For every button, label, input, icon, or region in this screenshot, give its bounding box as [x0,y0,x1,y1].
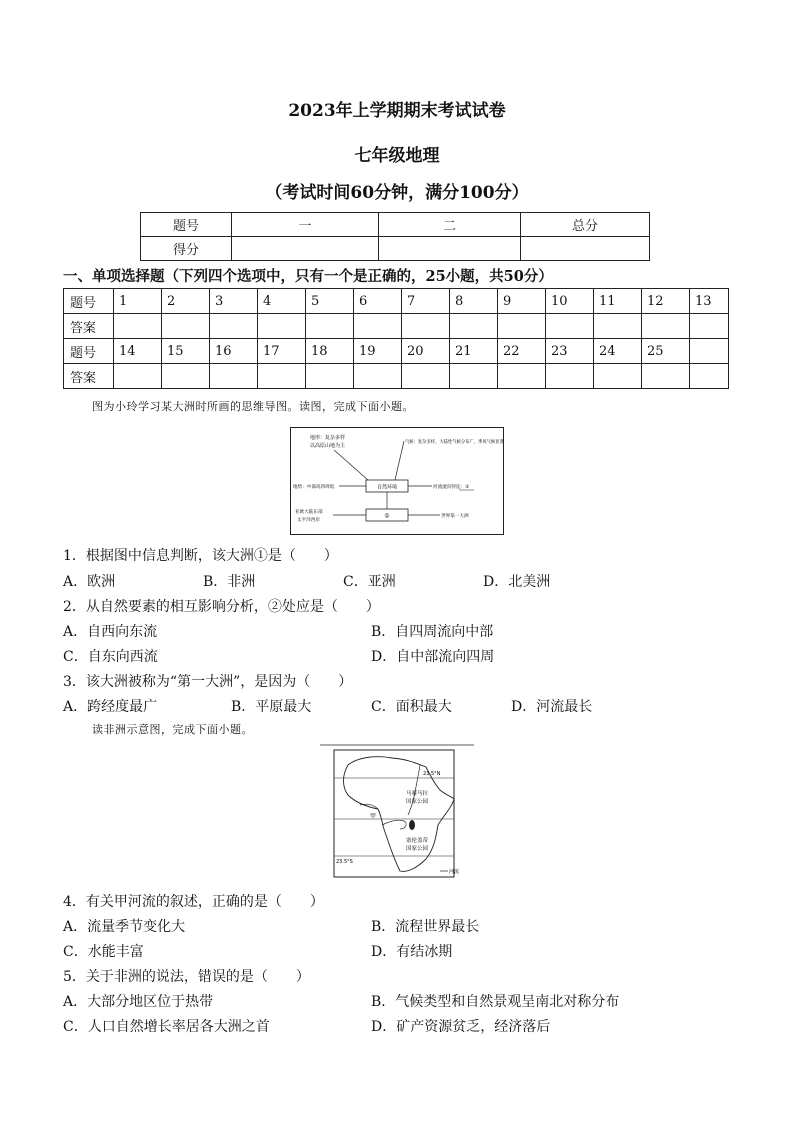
row-label: 答案 [64,364,114,389]
map-park-2-line-2: 国家公园 [406,846,429,852]
answer-cell[interactable] [642,314,690,339]
question-number: 17 [258,339,306,364]
question-number: 1 [114,289,162,314]
exam-title: 2023年上学期期末考试试卷 [288,101,506,121]
question-number: 5 [306,289,354,314]
lake-victoria [409,820,415,830]
answer-cell[interactable] [402,314,450,339]
mindmap-world: 世界第一大洲 [441,514,469,519]
question-2-stem: 2．从自然要素的相互影响分析，②处应是（ ） [63,599,380,615]
q5-option-c[interactable]: C．人口自然增长率居各大洲之首 [63,1019,270,1035]
q2-option-c[interactable]: C．自东向西流 [63,649,158,665]
question-5-stem: 5．关于非洲的说法，错误的是（ ） [63,969,310,985]
answer-cell[interactable] [594,364,642,389]
score-row-label: 得分 [141,237,232,261]
q2-option-d[interactable]: D．自中部流向四周 [371,649,495,665]
mindmap-terrain-1: 地形：复杂多样 [310,435,346,441]
answer-row [64,364,729,389]
score-table [140,212,650,261]
mindmap-terrain-2: 以高原山地为主 [310,443,346,449]
question-number: 16 [210,339,258,364]
question-number: 9 [498,289,546,314]
question-1-stem: 1．根据图中信息判断，该大洲①是（ ） [63,548,338,564]
q4-option-d[interactable]: D．有结冰期 [371,944,453,960]
q3-option-a[interactable]: A．跨经度最广 [63,699,158,715]
q5-option-b[interactable]: B．气候类型和自然景观呈南北对称分布 [371,994,620,1010]
score-header-row [141,213,650,237]
answer-cell[interactable] [642,364,690,389]
question-number: 21 [450,339,498,364]
q5-option-a[interactable]: A．大部分地区位于热带 [63,994,214,1010]
question-number: 12 [642,289,690,314]
question-number: 22 [498,339,546,364]
q4-option-c[interactable]: C．水能丰富 [63,944,144,960]
answer-cell[interactable] [450,364,498,389]
map-lat-north-label: 23.5°N [423,771,441,777]
score-header-cell: 题号 [141,213,232,237]
mindmap-location-1: 亚欧大陆东部 [295,510,323,515]
question-number: 20 [402,339,450,364]
score-cell[interactable] [232,237,379,261]
answer-cell[interactable] [546,364,594,389]
question-number: 13 [690,289,729,314]
answer-number-row [64,339,729,364]
answer-cell[interactable] [258,314,306,339]
answer-row [64,314,729,339]
score-cell[interactable] [379,237,521,261]
map-lat-south-label: 23.5°S [336,859,353,865]
answer-cell[interactable] [114,314,162,339]
question-number: 3 [210,289,258,314]
q3-option-c[interactable]: C．面积最大 [371,699,452,715]
question-number: 7 [402,289,450,314]
q3-option-d[interactable]: D．河流最长 [511,699,593,715]
mindmap-river: 河流流向特征：② [433,485,470,490]
answer-cell[interactable] [690,364,729,389]
q2-option-b[interactable]: B．自四周流向中部 [371,624,494,640]
map-park-2-line-1: 塞伦盖蒂 [406,838,429,844]
answer-cell[interactable] [210,314,258,339]
answer-cell[interactable] [210,364,258,389]
answer-cell[interactable] [258,364,306,389]
question-4-stem: 4．有关甲河流的叙述，正确的是（ ） [63,894,324,910]
q1-option-c[interactable]: C．亚洲 [343,574,396,590]
score-header-cell: 一 [232,213,379,237]
question-number: 10 [546,289,594,314]
map-legend-river: 河流 [449,869,460,875]
mind-map-diagram [290,427,504,535]
congo-river [382,820,406,829]
q1-option-d[interactable]: D．北美洲 [483,574,551,590]
question-number: 18 [306,339,354,364]
score-value-row [141,237,650,261]
map-park-1-line-1: 马赛马拉 [406,791,429,797]
answer-cell[interactable] [354,364,402,389]
answer-number-row [64,289,729,314]
q3-option-b[interactable]: B．平原最大 [231,699,312,715]
question-3-stem: 3．该大洲被称为“第一大洲”，是因为（ ） [63,674,353,690]
answer-cell[interactable] [114,364,162,389]
q5-option-d[interactable]: D．矿产资源贫乏，经济落后 [371,1019,551,1035]
subject-title: 七年级地理 [354,146,440,166]
score-cell[interactable] [521,237,650,261]
question-number: 15 [162,339,210,364]
answer-cell[interactable] [306,314,354,339]
q1-option-a[interactable]: A．欧洲 [63,574,116,590]
row-label: 题号 [64,289,114,314]
answer-cell[interactable] [306,364,354,389]
question-number: 24 [594,339,642,364]
mindmap-location-2: 太平洋西岸 [297,518,320,523]
answer-cell[interactable] [354,314,402,339]
question-number: 6 [354,289,402,314]
mindmap-center: 自然环境 [376,484,398,491]
question-number: 25 [642,339,690,364]
answer-cell[interactable] [450,314,498,339]
answer-cell[interactable] [162,314,210,339]
question-number: 14 [114,339,162,364]
question-number: 2 [162,289,210,314]
row-label: 题号 [64,339,114,364]
score-header-cell: 二 [379,213,521,237]
answer-table [63,288,729,389]
africa-map [320,743,476,879]
question-number: 23 [546,339,594,364]
intro-text-1: 图为小玲学习某大洲时所画的思维导图。读图，完成下面小题。 [92,400,414,413]
answer-cell[interactable] [162,364,210,389]
mindmap-plain: 地势：中部高四周低 [293,485,335,490]
mindmap-node-1: ① [384,512,390,520]
q1-option-b[interactable]: B．非洲 [203,574,256,590]
section-heading: 一、单项选择题（下列四个选项中，只有一个是正确的，25小题，共50分） [63,268,553,285]
mindmap-climate: 气候：复杂多样，大陆性气候分布广，季风气候显著 [405,440,504,445]
q2-option-a[interactable]: A．自西向东流 [63,624,158,640]
q4-option-a[interactable]: A．流量季节变化大 [63,919,186,935]
question-number [690,339,729,364]
exam-info: （考试时间60分钟，满分100分） [265,183,529,203]
question-number: 4 [258,289,306,314]
row-label: 答案 [64,314,114,339]
score-header-cell: 总分 [521,213,650,237]
map-label-jia: 甲 [370,813,377,820]
q4-option-b[interactable]: B．流程世界最长 [371,919,480,935]
map-park-1-line-2: 国家公园 [406,799,429,805]
answer-cell[interactable] [402,364,450,389]
question-number: 19 [354,339,402,364]
intro-text-2: 读非洲示意图，完成下面小题。 [92,723,253,736]
answer-cell[interactable] [690,314,729,339]
answer-cell[interactable] [498,314,546,339]
answer-cell[interactable] [594,314,642,339]
answer-cell[interactable] [546,314,594,339]
question-number: 8 [450,289,498,314]
answer-cell[interactable] [498,364,546,389]
nile-river [408,765,420,815]
question-number: 11 [594,289,642,314]
